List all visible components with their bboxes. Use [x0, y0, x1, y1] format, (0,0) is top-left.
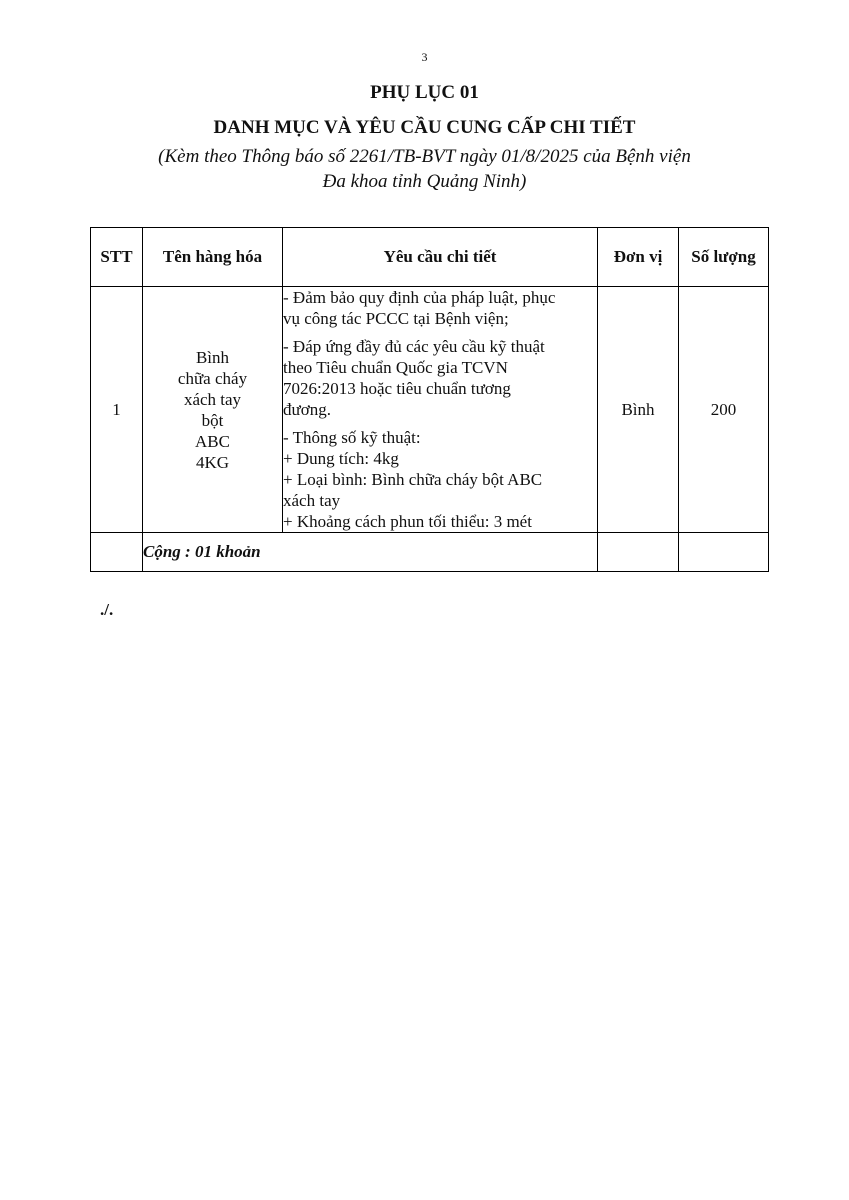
table-row — [91, 287, 769, 533]
requirement-line: theo Tiêu chuẩn Quốc gia TCVN — [283, 358, 508, 377]
row-requirements — [283, 287, 598, 533]
requirement-line: đương. — [283, 400, 331, 419]
row-unit: Bình — [598, 287, 679, 533]
requirement-line: vụ công tác PCCC tại Bệnh viện; — [283, 309, 509, 328]
item-name-line: chữa cháy — [177, 368, 248, 388]
requirement-legal — [283, 287, 597, 329]
header-item-name: Tên hàng hóa — [143, 228, 283, 287]
header-requirements: Yêu cầu chi tiết — [283, 228, 598, 287]
table-header-row — [91, 228, 769, 287]
requirement-line: - Đảm bảo quy định của pháp luật, phục — [283, 288, 556, 307]
appendix-title: PHỤ LỤC 01 — [370, 82, 479, 103]
total-label: Cộng : 01 khoản — [143, 533, 598, 572]
requirement-line: - Đáp ứng đầy đủ các yêu cầu kỹ thuật — [283, 337, 545, 356]
item-name-line: bột — [201, 410, 224, 430]
end-mark: ./. — [100, 600, 114, 619]
header-stt: STT — [91, 228, 143, 287]
total-stt-cell — [91, 533, 143, 572]
header-unit: Đơn vị — [598, 228, 679, 287]
page-number: 3 — [421, 50, 428, 64]
requirement-line: xách tay — [283, 491, 341, 510]
requirements-table — [90, 227, 769, 572]
subtitle-line-1: (Kèm theo Thông báo số 2261/TB-BVT ngày 01/8/2025 của Bệnh viện — [158, 146, 691, 167]
requirement-line: + Loại bình: Bình chữa cháy bột ABC — [283, 470, 543, 489]
total-quantity-cell — [679, 533, 769, 572]
requirement-line: - Thông số kỹ thuật: — [283, 428, 421, 447]
requirement-specs — [283, 427, 597, 532]
requirement-line: 7026:2013 hoặc tiêu chuẩn tương — [283, 379, 511, 398]
item-name-line: Bình — [195, 347, 230, 367]
header-quantity: Số lượng — [679, 228, 769, 287]
document-title: DANH MỤC VÀ YÊU CẦU CUNG CẤP CHI TIẾT — [213, 117, 636, 138]
row-stt: 1 — [91, 287, 143, 533]
row-quantity: 200 — [679, 287, 769, 533]
item-name-line: 4KG — [195, 452, 230, 472]
subtitle-line-2: Đa khoa tỉnh Quảng Ninh) — [322, 171, 527, 192]
requirement-line: + Khoảng cách phun tối thiểu: 3 mét — [283, 512, 532, 531]
document-subtitle — [0, 144, 849, 194]
requirement-standard — [283, 336, 597, 420]
row-item-name — [143, 287, 283, 533]
item-name-line: xách tay — [183, 389, 242, 409]
total-unit-cell — [598, 533, 679, 572]
requirement-line: + Dung tích: 4kg — [283, 449, 399, 468]
total-row — [91, 533, 769, 572]
item-name-line: ABC — [195, 431, 230, 451]
